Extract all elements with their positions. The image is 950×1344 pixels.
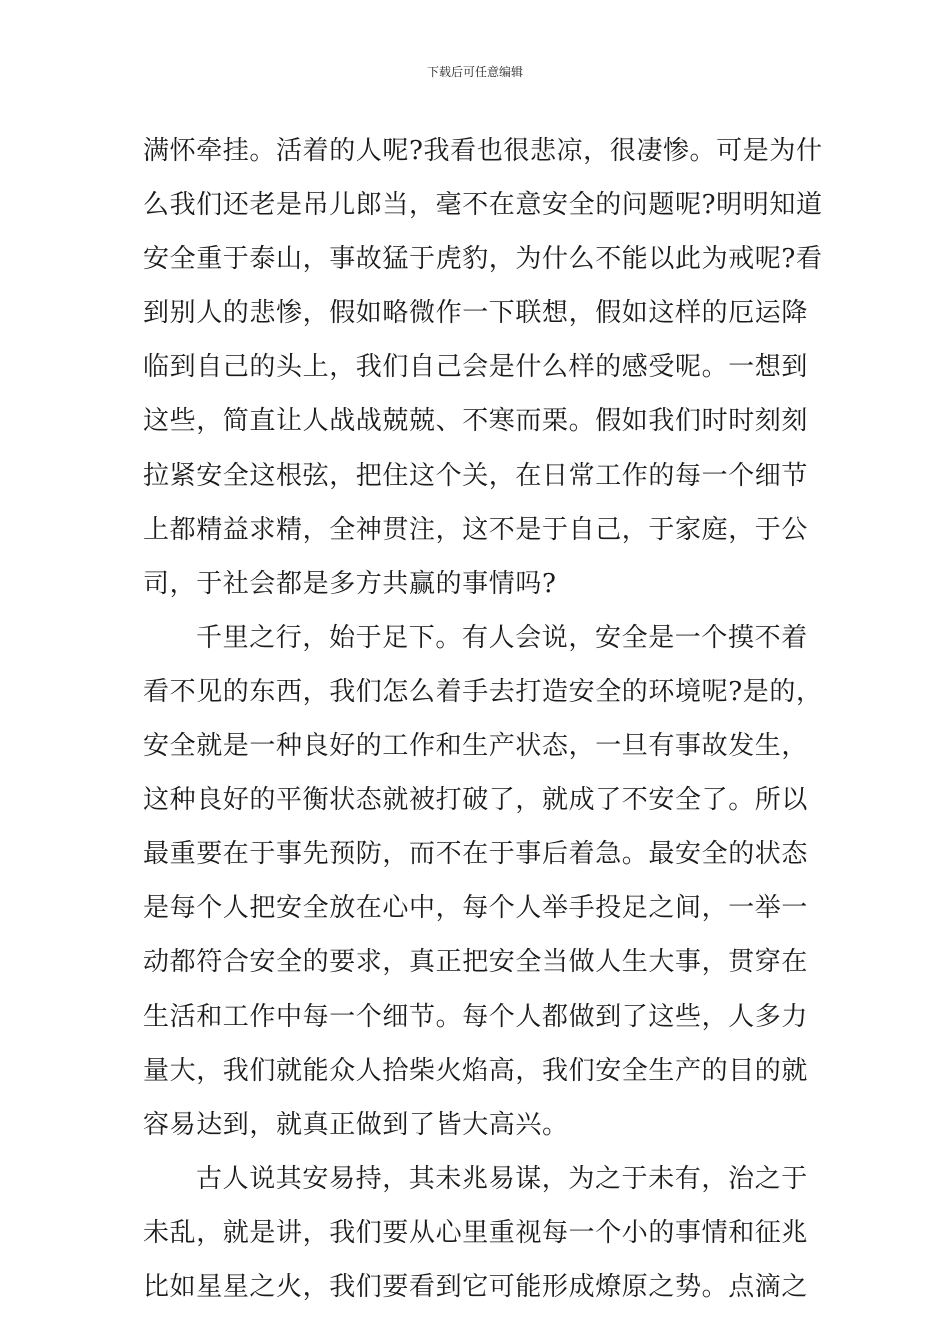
body-text xyxy=(143,124,823,1314)
text-line: 看不见的东西，我们怎么着手去打造安全的环境呢?是的， xyxy=(143,676,823,707)
text-line: 拉紧安全这根弦，把住这个关，在日常工作的每一个细节 xyxy=(143,460,809,491)
text-line: 未乱，就是讲，我们要从心里重视每一个小的事情和征兆 xyxy=(143,1217,809,1248)
text-line: 动都符合安全的要求，真正把安全当做人生大事，贯穿在 xyxy=(143,947,809,978)
paragraph-first-line: 古人说其安易持，其未兆易谋，为之于未有，治之于 xyxy=(196,1163,808,1194)
text-line: 这种良好的平衡状态就被打破了，就成了不安全了。所以 xyxy=(143,785,809,816)
text-line: 满怀牵挂。活着的人呢?我看也很悲凉，很凄惨。可是为什 xyxy=(143,136,823,166)
text-line: 安全就是一种良好的工作和生产状态，一旦有事故发生， xyxy=(143,731,809,762)
text-line: 容易达到，就真正做到了皆大高兴。 xyxy=(143,1109,569,1140)
text-line: 是每个人把安全放在心中，每个人举手投足之间，一举一 xyxy=(143,893,809,924)
text-line: 这些，简直让人战战兢兢、不寒而栗。假如我们时时刻刻 xyxy=(143,406,809,437)
text-line: 到别人的悲惨，假如略微作一下联想，假如这样的厄运降 xyxy=(143,298,809,329)
text-line: 司，于社会都是多方共赢的事情吗? xyxy=(143,568,557,599)
text-line: 安全重于泰山，事故猛于虎豹，为什么不能以此为戒呢?看 xyxy=(143,244,823,275)
text-line: 比如星星之火，我们要看到它可能形成燎原之势。点滴之 xyxy=(143,1271,809,1302)
text-line: 生活和工作中每一个细节。每个人都做到了这些，人多力 xyxy=(143,1001,809,1032)
text-line: 临到自己的头上，我们自己会是什么样的感受呢。一想到 xyxy=(143,352,809,383)
text-line: 上都精益求精，全神贯注，这不是于自己，于家庭，于公 xyxy=(143,514,809,545)
paragraph-first-line: 千里之行，始于足下。有人会说，安全是一个摸不着 xyxy=(196,622,808,653)
text-line: 么我们还老是吊儿郎当，毫不在意安全的问题呢?明明知道 xyxy=(143,190,823,221)
page-header: 下载后可任意编辑 xyxy=(426,65,523,79)
text-line: 最重要在于事先预防，而不在于事后着急。最安全的状态 xyxy=(143,839,809,870)
text-line: 量大，我们就能众人拾柴火焰高，我们安全生产的目的就 xyxy=(143,1055,809,1086)
